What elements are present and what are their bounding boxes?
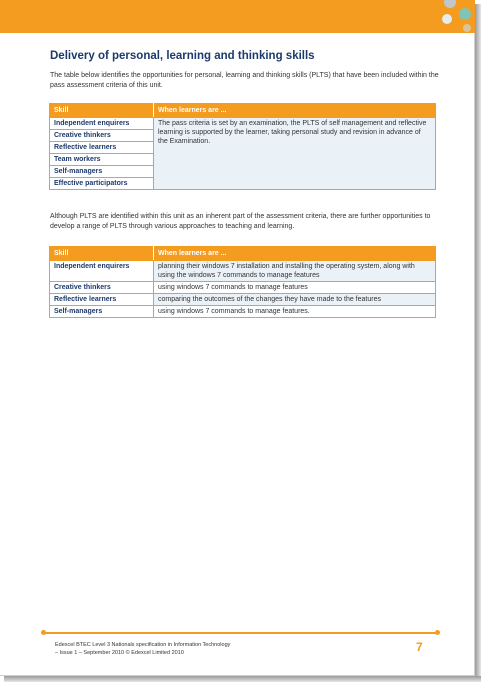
table2-text: planning their windows 7 installation and installing the operating system, along with using the windows 7 commands to manage features [154, 261, 436, 282]
footer-rule [43, 632, 438, 634]
table-row [50, 261, 436, 282]
paragraph-2: Although PLTS are identified within this unit as an inherent part of the assessment criteria, there are further opportunities to develop a range of PLTS through various approaches to teaching and learning. [50, 213, 431, 230]
table2-header-when: When learners are ... [154, 247, 436, 261]
plts-table-1 [49, 103, 436, 190]
table-row [50, 294, 436, 306]
table2-skill: Creative thinkers [50, 282, 154, 294]
table2-text: using windows 7 commands to manage features [154, 282, 436, 294]
intro-paragraph: The table below identifies the opportunities for personal, learning and thinking skills (PLTS) that have been included within the pass assessment criteria of this unit. [50, 72, 439, 89]
table1-skill: Independent enquirers [50, 118, 154, 130]
table1-skill: Reflective learners [50, 142, 154, 154]
table2-text: using windows 7 commands to manage features. [154, 306, 436, 318]
table1-skill: Self-managers [50, 166, 154, 178]
table2-text: comparing the outcomes of the changes they have made to the features [154, 294, 436, 306]
table2-skill: Reflective learners [50, 294, 154, 306]
page-number: 7 [416, 640, 423, 654]
page-shadow-bottom [4, 676, 481, 682]
table2-skill: Independent enquirers [50, 261, 154, 282]
header-band [0, 0, 475, 33]
table1-skill: Team workers [50, 154, 154, 166]
table1-skill: Creative thinkers [50, 130, 154, 142]
footer-text [55, 641, 230, 657]
page-shadow-right [475, 4, 481, 680]
decorative-dot [442, 14, 452, 24]
table-row [50, 282, 436, 294]
table-row [50, 306, 436, 318]
section-heading: Delivery of personal, learning and thinking skills [50, 50, 315, 62]
plts-table-2 [49, 246, 436, 318]
footer-line-1: Edexcel BTEC Level 3 Nationals specification in Information Technology [55, 642, 231, 648]
decorative-dot [463, 24, 471, 32]
decorative-dot [459, 8, 471, 20]
table1-skill: Effective participators [50, 178, 154, 190]
footer-dot [435, 630, 440, 635]
table1-description: The pass criteria is set by an examination, the PLTS of self management and reflective learning is supported by the learner, taking personal study and revision in advance of the Examination. [154, 118, 436, 190]
table2-header-skill: Skill [50, 247, 154, 261]
table2-skill: Self-managers [50, 306, 154, 318]
footer-line-2: – Issue 1 – September 2010 © Edexcel Limited 2010 [55, 650, 184, 656]
table1-header-when: When learners are ... [154, 104, 436, 118]
table1-header-skill: Skill [50, 104, 154, 118]
